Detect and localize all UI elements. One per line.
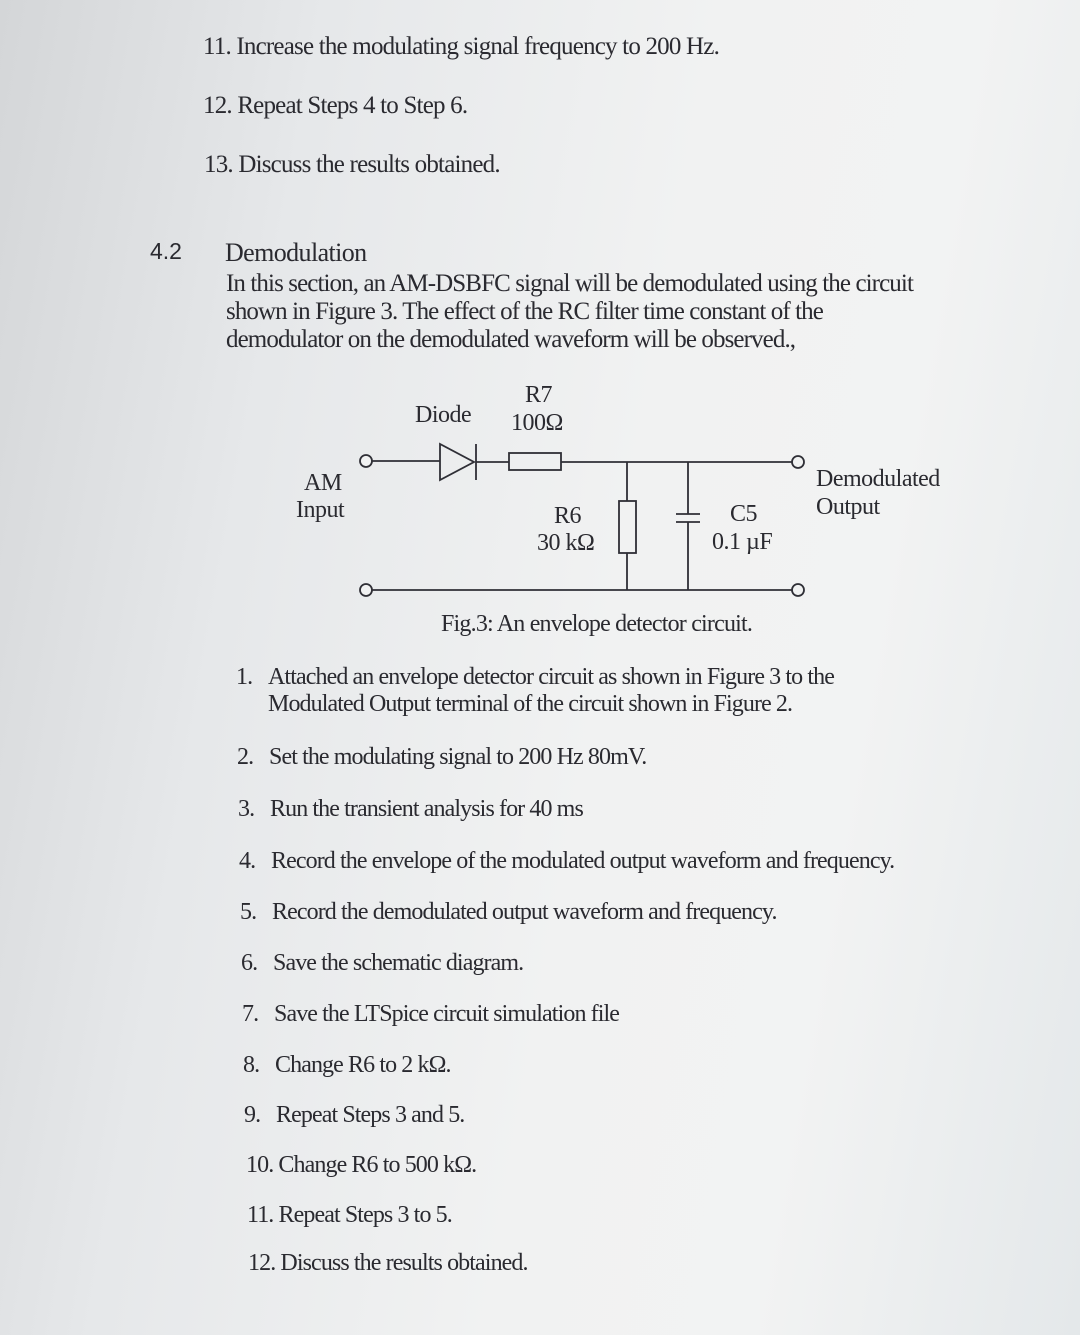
step-number: 8. [243,1052,260,1078]
c5-name-label: C5 [730,501,758,527]
step-text: Save the LTSpice circuit simulation file [274,1001,620,1027]
procedure-step-2 [237,744,646,771]
r6-resistor [619,501,636,553]
procedure-step-1 [236,664,834,691]
procedure-step-12 [248,1250,528,1277]
procedure-step-8 [243,1052,451,1079]
step-number: 5. [240,899,257,925]
section-paragraph [226,270,986,354]
procedure-step-7 [242,1001,619,1028]
step-number: 6. [241,950,258,976]
section-number: 4.2 [150,238,182,264]
section-title: Demodulation [225,238,367,267]
step-text: Repeat Steps 3 and 5. [276,1102,465,1128]
procedure-step-5 [240,899,777,926]
r7-value-label: 100Ω [511,410,563,436]
step-text: Run the transient analysis for 40 ms [270,796,583,822]
step-number: 3. [238,796,255,822]
output-bottom-terminal [792,584,804,596]
r6-name-label: R6 [554,503,582,529]
paragraph-line: In this section, an AM-DSBFC signal will be demodulated using the circuit [226,270,913,297]
step-text: Change R6 to 500 kΩ. [278,1152,477,1178]
top-step-12 [203,92,467,120]
procedure-step-9 [244,1102,464,1129]
step-number: 10. [246,1152,274,1178]
step-text: Record the envelope of the modulated output waveform and frequency. [271,848,895,874]
step-text: Modulated Output terminal of the circuit shown in Figure 2. [268,691,793,717]
diode-label: Diode [415,402,472,428]
input-label-am: AM [304,470,342,496]
procedure-step-1-cont [236,691,792,718]
c5-value-label: 0.1 µF [712,529,773,555]
step-text: Repeat Steps 3 to 5. [278,1202,452,1228]
step-number: 7. [242,1001,259,1027]
c5-capacitor [676,514,700,522]
paragraph-line: demodulator on the demodulated waveform will be observed., [226,326,796,353]
input-label-input: Input [296,497,345,523]
procedure-step-6 [241,950,523,977]
step-number: 1. [236,664,253,690]
paragraph-line: shown in Figure 3. The effect of the RC filter time constant of the [226,298,823,325]
step-text: Change R6 to 2 kΩ. [275,1052,451,1078]
input-bottom-terminal [360,584,372,596]
step-text: Attached an envelope detector circuit as shown in Figure 3 to the [268,664,834,690]
r6-value-label: 30 kΩ [537,530,595,556]
step-text: Record the demodulated output waveform and frequency. [272,899,777,925]
step-number: 11. [247,1202,274,1228]
top-step-13 [204,151,500,179]
step-number: 12. [248,1250,276,1276]
step-text: Save the schematic diagram. [273,950,524,976]
step-text: Increase the modulating signal frequency to 200 Hz. [236,33,720,60]
input-top-terminal [360,455,372,467]
step-text: Repeat Steps 4 to Step 6. [237,92,468,119]
step-number: 4. [239,848,256,874]
step-text: Discuss the results obtained. [280,1250,528,1276]
output-label-demodulated: Demodulated [816,466,940,492]
step-number: 9. [244,1102,261,1128]
procedure-step-4 [239,848,894,875]
figure-caption: Fig.3: An envelope detector circuit. [441,611,753,637]
r7-name-label: R7 [525,382,553,408]
step-number: 13. [204,151,233,178]
procedure-step-11 [247,1202,452,1229]
step-text: Set the modulating signal to 200 Hz 80mV. [269,744,647,770]
step-number: 12. [203,92,232,119]
output-top-terminal [792,456,804,468]
procedure-step-3 [238,796,583,823]
r7-resistor [509,453,561,470]
step-number: 2. [237,744,254,770]
procedure-step-10 [246,1152,476,1179]
diode-symbol [440,444,476,480]
step-text: Discuss the results obtained. [238,151,500,178]
top-step-11 [203,33,719,61]
output-label-output: Output [816,494,880,520]
step-number: 11. [203,33,231,60]
